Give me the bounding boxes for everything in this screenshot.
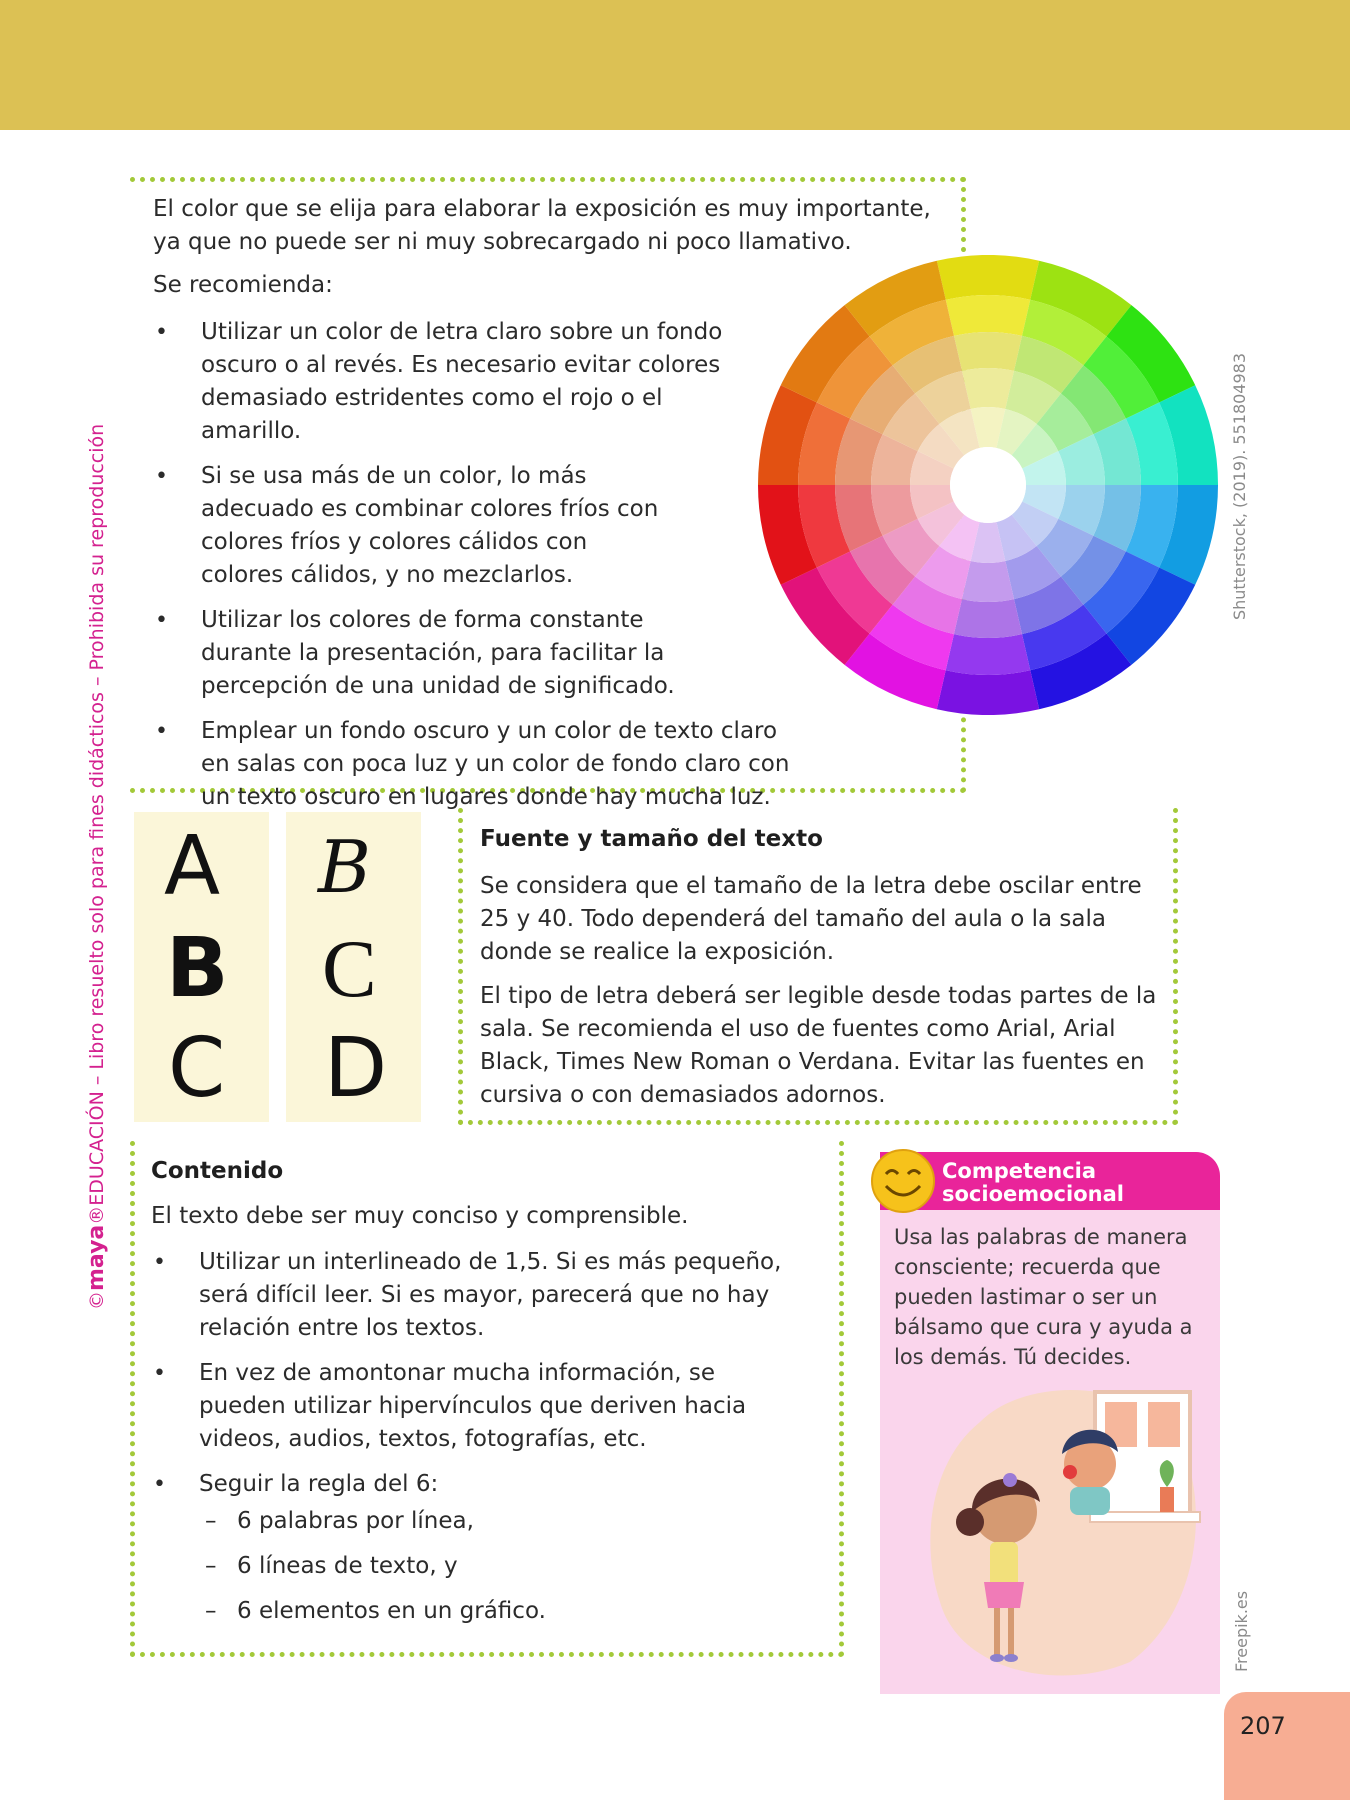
color-wheel-segment	[937, 255, 1039, 300]
letter-sample: B	[166, 921, 229, 1016]
font-section-title: Fuente y tamaño del texto	[480, 826, 823, 852]
color-wheel-segment	[954, 332, 1022, 371]
list-item: • Utilizar los colores de forma constante durante la presentación, para facilitar la percepción de una unidad de significado.	[155, 607, 675, 699]
color-wheel-segment	[962, 561, 1014, 602]
maya-logo: maya	[84, 1224, 109, 1291]
rule-of-six-list	[199, 1505, 831, 1628]
letter-sample: C	[322, 923, 377, 1014]
list-item: – 6 elementos en un gráfico.	[205, 1598, 546, 1624]
list-item: – 6 líneas de texto, y	[205, 1553, 458, 1579]
letter-sample: A	[164, 819, 221, 914]
letter-sample: C	[168, 1021, 226, 1116]
list-item: • En vez de amontonar mucha información, se pueden utilizar hipervínculos que deriven hacia videos, audios, textos, fotografías, etc.	[153, 1360, 747, 1452]
page-number: 207	[1240, 1712, 1286, 1740]
content-section-title: Contenido	[151, 1158, 284, 1184]
list-item: • Seguir la regla del 6: – 6 palabras por línea, – 6 líneas de texto, y – 6 elementos en un gráfico.	[151, 1468, 831, 1628]
color-wheel-center	[950, 447, 1026, 523]
color-wheel-segment	[954, 599, 1022, 638]
competencia-text: Usa las palabras de manera consciente; recuerda que pueden lastimar o ser un bálsamo que cura y ayuda a los demás. Tú decides.	[894, 1225, 1193, 1369]
color-wheel-segment	[937, 670, 1039, 715]
color-wheel-image	[758, 255, 1218, 715]
letter-panel-sans	[134, 812, 269, 1122]
letter-sample: B	[318, 825, 371, 909]
color-wheel-segment	[962, 368, 1014, 409]
list-item: – 6 palabras por línea,	[205, 1508, 474, 1534]
color-wheel-segment	[946, 634, 1031, 675]
side-copyright-caption: ©maya®EDUCACIÓN – Libro resuelto solo para fines didácticos – Prohibida su reproducción	[84, 423, 109, 1310]
content-intro: El texto debe ser muy conciso y comprensible.	[151, 1203, 689, 1229]
color-bullet-list	[153, 316, 793, 826]
font-paragraph-1: Se considera que el tamaño de la letra debe oscilar entre 25 y 40. Todo dependerá del tamaño del aula o la sala donde se realice la exposición.	[480, 873, 1142, 965]
list-item: • Utilizar un interlineado de 1,5. Si es más pequeño, será difícil leer. Si es mayor, parecerá que no hay relación entre los textos.	[153, 1249, 782, 1341]
photo-credit: Shutterstock, (2019). 551804983	[1230, 352, 1249, 620]
list-item: • Utilizar un color de letra claro sobre un fondo oscuro o al revés. Es necesario evitar colores demasiado estridentes como el rojo o el amarillo.	[155, 319, 723, 444]
content-bullet-list	[151, 1246, 831, 1640]
header-band	[0, 0, 1350, 130]
page-number-tab	[1224, 1692, 1350, 1800]
competencia-card	[880, 1152, 1220, 1694]
smiley-icon	[870, 1148, 936, 1214]
list-item: • Emplear un fondo oscuro y un color de texto claro en salas con poca luz y un color de fondo claro con un texto oscuro en lugares donde hay mucha luz.	[155, 718, 790, 810]
illustration-credit: Freepik.es	[1232, 1590, 1251, 1672]
font-paragraph-2: El tipo de letra deberá ser legible desde todas partes de la sala. Se recomienda el uso de fuentes como Arial, Arial Black, Times New Roman o Verdana. Evitar las fuentes en cursiva o con demasiados adornos.	[480, 983, 1157, 1108]
letter-sample: D	[324, 1021, 388, 1116]
color-recommend: Se recomienda:	[153, 272, 333, 298]
competencia-title: Competencia socioemocional	[942, 1159, 1124, 1206]
color-intro: El color que se elija para elaborar la exposición es muy importante, ya que no puede ser ni muy sobrecargado ni poco llamativo.	[153, 196, 931, 255]
list-item: • Si se usa más de un color, lo más adecuado es combinar colores fríos con colores fríos y colores cálidos con colores cálidos, y no mezclarlos.	[155, 463, 659, 588]
letter-panel-decorative	[286, 812, 421, 1122]
children-illustration	[920, 1382, 1210, 1682]
color-wheel-segment	[946, 295, 1031, 336]
